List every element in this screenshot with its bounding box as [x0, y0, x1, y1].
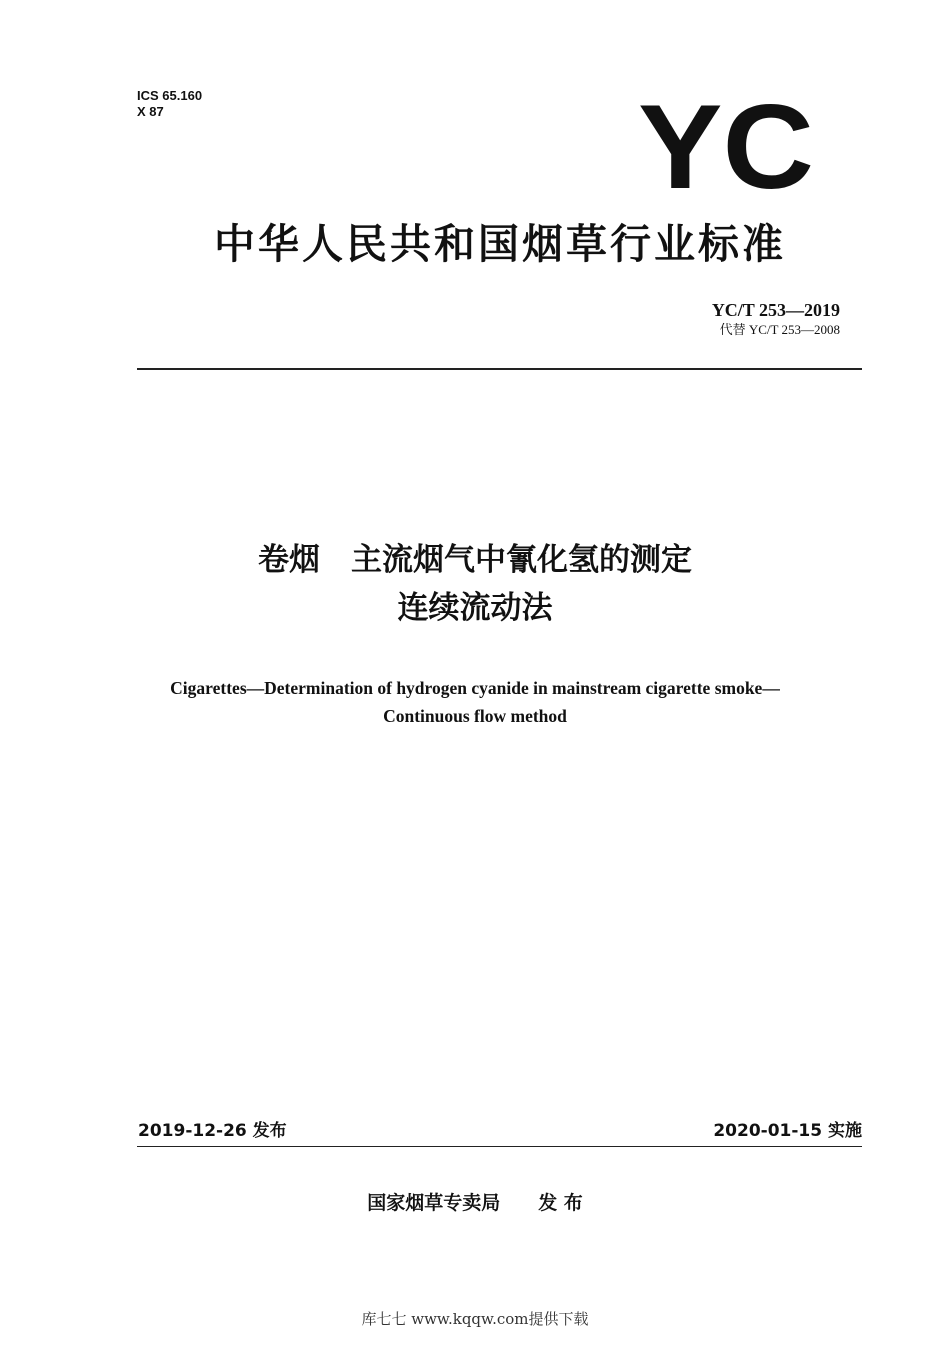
replaces-code: 代替 YC/T 253—2008 [719, 322, 840, 337]
publisher: 国家烟草专卖局 发 布 [367, 1192, 583, 1214]
title-cn-line1: 卷烟 主流烟气中氰化氢的测定 [258, 542, 692, 578]
issue-date: 2019-12-26 发布 [138, 1121, 287, 1141]
footer-divider [137, 1146, 862, 1147]
header-divider [137, 368, 862, 370]
title-chinese [0, 536, 950, 632]
title-en-line1: Cigarettes—Determination of hydrogen cyanide in mainstream cigarette smoke— [170, 678, 780, 698]
standard-category-name: 中华人民共和国烟草行业标准 [214, 220, 786, 268]
title-cn-line2: 连续流动法 [397, 590, 553, 626]
implementation-date: 2020-01-15 实施 [713, 1121, 862, 1141]
ics-code: ICS 65.160 [137, 88, 203, 103]
classification-codes [137, 88, 202, 120]
download-watermark: 库七七 www.kqqw.com提供下载 [361, 1310, 589, 1328]
standard-code-block [712, 300, 840, 338]
ccs-code: X 87 [137, 104, 164, 119]
title-en-line2: Continuous flow method [383, 706, 567, 726]
title-english [0, 674, 950, 730]
standard-code: YC/T 253—2019 [711, 300, 840, 320]
yc-logo [636, 96, 816, 194]
logo-text: YC [638, 96, 814, 194]
